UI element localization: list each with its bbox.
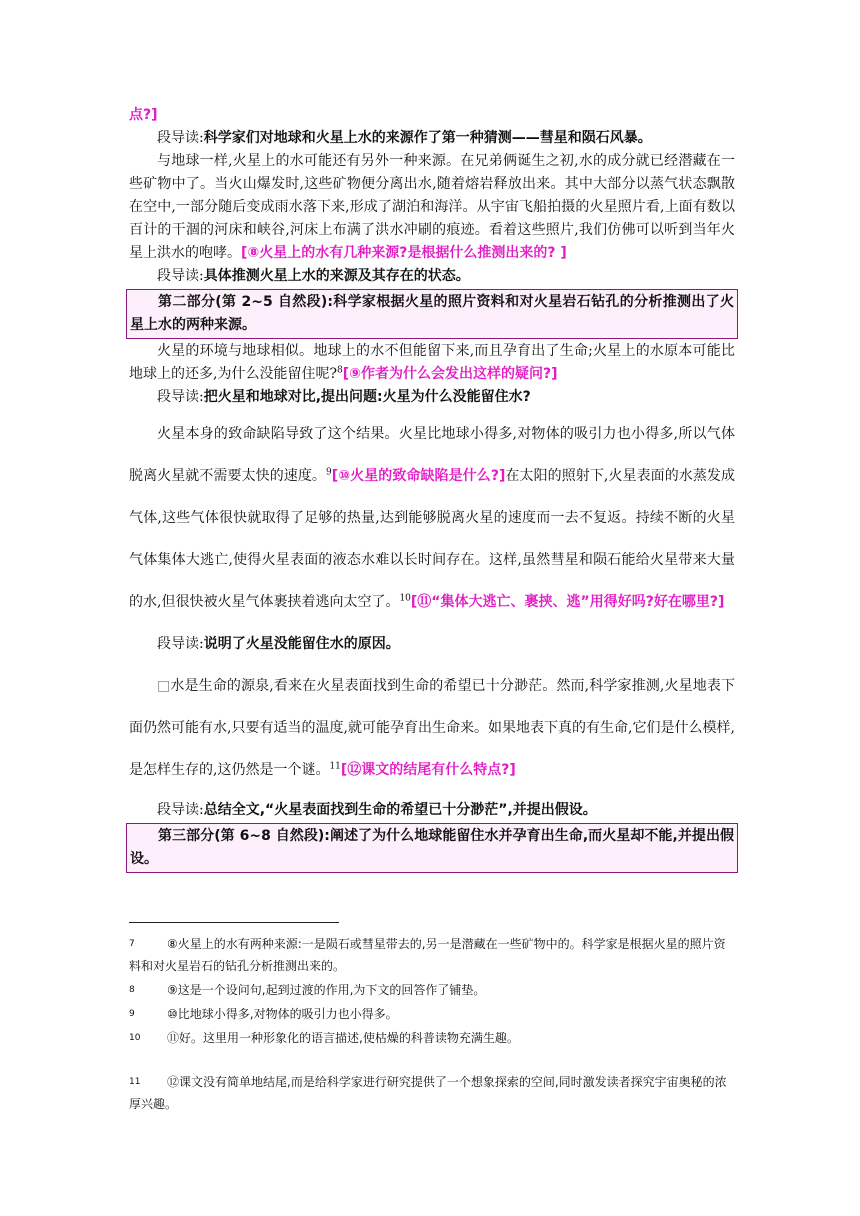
- footnote-8: 8 ⑨这是一个设问句,起到过渡的作用,为下文的回答作了铺垫。: [129, 983, 486, 997]
- paragraph-4: 火星本身的致命缺陷导致了这个结果。火星比地球小得多,对物体的吸引力也小得多,所以气体脱离火星就不需要太快的速度。$^9$[⑩火星的致命缺陷是什么?]在太阳的照射下,火星表面的水蒸发成气体,这些气体很快就取得了足够的热量,达到能够脱离火星的速度而一去不复返。持续不断的火星气体集体大逃亡,使得火星表面的液态水难以长时间存在。这样,虽然彗星和陨石能给火星带来大量的水,但很快被火星气体裹挟着逃向太空了。$^{10}$[⑪“集体大逃亡、裹挟、逃”用得好吗?好在哪里?]: [129, 426, 736, 610]
- question-12: [⑫课文的结尾有什么特点?]: [340, 762, 516, 778]
- footnote-9: 9 ⑩比地球小得多,对物体的吸引力也小得多。: [129, 1007, 398, 1021]
- guide-4: 段导读:说明了火星没能留住水的原因。: [157, 636, 400, 652]
- guide-5: 段导读:总结全文,“火星表面找到生命的希望已十分渺茫”,并提出假设。: [157, 802, 597, 818]
- paragraph-2: 与地球一样,火星上的水可能还有另外一种来源。在兄弟俩诞生之初,水的成分就已经潜藏在一些矿物中了。当火山爆发时,这些矿物便分离出水,随着熔岩释放出来。其中大部分以蒸气状态飘散在空中,一部分随后变成雨水落下来,形成了湖泊和海洋。从宇宙飞船拍摄的火星照片看,上面有数以百计的干涸的河床和峡谷,河床上布满了洪水冲刷的痕迹。看着这些照片,我们仿佛可以听到当年火星上洪水的咆哮。[⑧火星上的水有几种来源?是根据什么推测出来的? ]: [129, 153, 735, 261]
- part-three-box: 第三部分(第 6~8 自然段):阐述了为什么地球能留住水并孕育出生命,而火星却不能,并提出假设。: [126, 823, 738, 873]
- paragraph-3: 火星的环境与地球相似。地球上的水不但能留下来,而且孕育出了生命;火星上的水原本可能比地球上的还多,为什么没能留住呢?$^8$[⑨作者为什么会发出这样的疑问?]: [129, 343, 735, 382]
- question-9: [⑨作者为什么会发出这样的疑问?]: [342, 366, 558, 382]
- footnote-11: 11 ⑫课文没有简单地结尾,而是给科学家进行研究提供了一个想象探索的空间,同时激发读者探究宇宙奥秘的浓厚兴趣。: [129, 1075, 727, 1111]
- guide-2: 段导读:具体推测火星上水的来源及其存在的状态。: [157, 268, 470, 284]
- footnote-separator: [129, 922, 339, 923]
- paragraph-5: □水是生命的源泉,看来在火星表面找到生命的希望已十分渺茫。然而,科学家推测,火星地表下面仍然可能有水,只要有适当的温度,就可能孕育出生命来。如果地表下真的有生命,它们是什么模样,是怎样生存的,这仍然是一个谜。$^{11}$[⑫课文的结尾有什么特点?]: [129, 678, 735, 778]
- guide-3: 段导读:把火星和地球对比,提出问题:火星为什么没能留住水?: [157, 389, 531, 405]
- question-8: [⑧火星上的水有几种来源?是根据什么推测出来的? ]: [241, 245, 567, 261]
- question-11: [⑪“集体大逃亡、裹挟、逃”用得好吗?好在哪里?]: [410, 594, 725, 610]
- footnotes: [129, 933, 735, 1115]
- footnote-10: 10 ⑪好。这里用一种形象化的语言描述,使枯燥的科普读物充满生趣。: [129, 1031, 519, 1045]
- main-text: [129, 104, 735, 874]
- part-two-box: 第二部分(第 2~5 自然段):科学家根据火星的照片资料和对火星岩石钻孔的分析推测出了火星上水的两种来源。: [126, 289, 738, 339]
- question-10: [⑩火星的致命缺陷是什么?]: [331, 468, 506, 484]
- top-fragment: 点?]: [129, 107, 158, 123]
- footnote-7: 7 ⑧火星上的水有两种来源:一是陨石或彗星带去的,另一是潜藏在一些矿物中的。科学家是根据火星的照片资料和对火星岩石的钻孔分析推测出来的。: [129, 937, 726, 973]
- guide-1: 段导读:科学家们对地球和火星上水的来源作了第一种猜测——彗星和陨石风暴。: [157, 130, 652, 146]
